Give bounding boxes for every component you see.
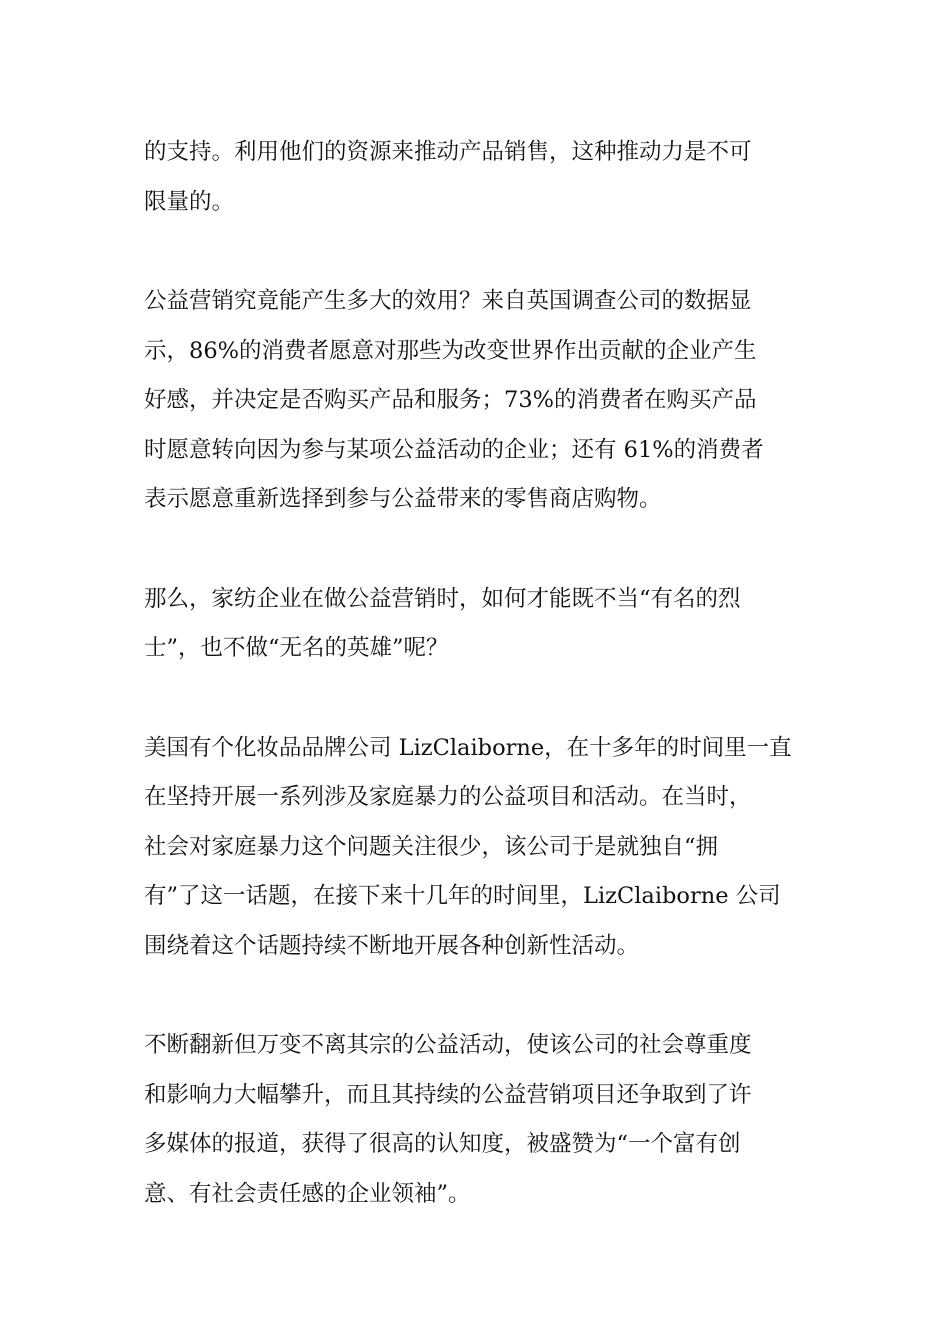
paragraph-3: [144, 575, 808, 674]
text-line: 围绕着这个话题持续不断地开展各种创新性活动。: [144, 932, 640, 959]
text-line: 时愿意转向因为参与某项公益活动的企业；还有 61%的消费者: [144, 436, 764, 463]
text-line: 公益营销究竟能产生多大的效用？来自英国调查公司的数据显: [144, 288, 752, 314]
text-line: 有”了这一话题，在接下来十几年的时间里，LizClaiborne 公司: [144, 883, 781, 909]
paragraph-2: [144, 277, 808, 525]
text-line: 社会对家庭暴力这个问题关注很少，该公司于是就独自“拥: [144, 833, 719, 860]
text-line: 表示愿意重新选择到参与公益带来的零售商店购物。: [144, 486, 662, 512]
article-body: [144, 128, 808, 1269]
text-line: 在坚持开展一系列涉及家庭暴力的公益项目和活动。在当时，: [144, 784, 752, 810]
text-line: 美国有个化妆品品牌公司 LizClaiborne，在十多年的时间里一直: [144, 734, 792, 761]
text-line: 示，86%的消费者愿意对那些为改变世界作出贡献的企业产生: [144, 337, 757, 364]
text-line: 意、有社会责任感的企业领袖”。: [144, 1180, 471, 1207]
text-line: 多媒体的报道，获得了很高的认知度，被盛赞为“一个富有创: [144, 1131, 741, 1157]
text-line: 限量的。: [144, 188, 235, 215]
text-line: 的支持。利用他们的资源来推动产品销售，这种推动力是不可: [144, 139, 752, 165]
text-line: 不断翻新但万变不离其宗的公益活动，使该公司的社会尊重度: [144, 1032, 752, 1058]
text-line: 那么，家纺企业在做公益营销时，如何才能既不当“有名的烈: [144, 585, 741, 612]
paragraph-1: [144, 128, 808, 227]
paragraph-5: [144, 1021, 808, 1219]
paragraph-4: [144, 724, 808, 972]
text-line: 和影响力大幅攀升，而且其持续的公益营销项目还争取到了许: [144, 1081, 752, 1108]
text-line: 士”，也不做“无名的英雄”呢？: [144, 635, 449, 661]
text-line: 好感，并决定是否购买产品和服务；73%的消费者在购买产品: [144, 387, 757, 413]
